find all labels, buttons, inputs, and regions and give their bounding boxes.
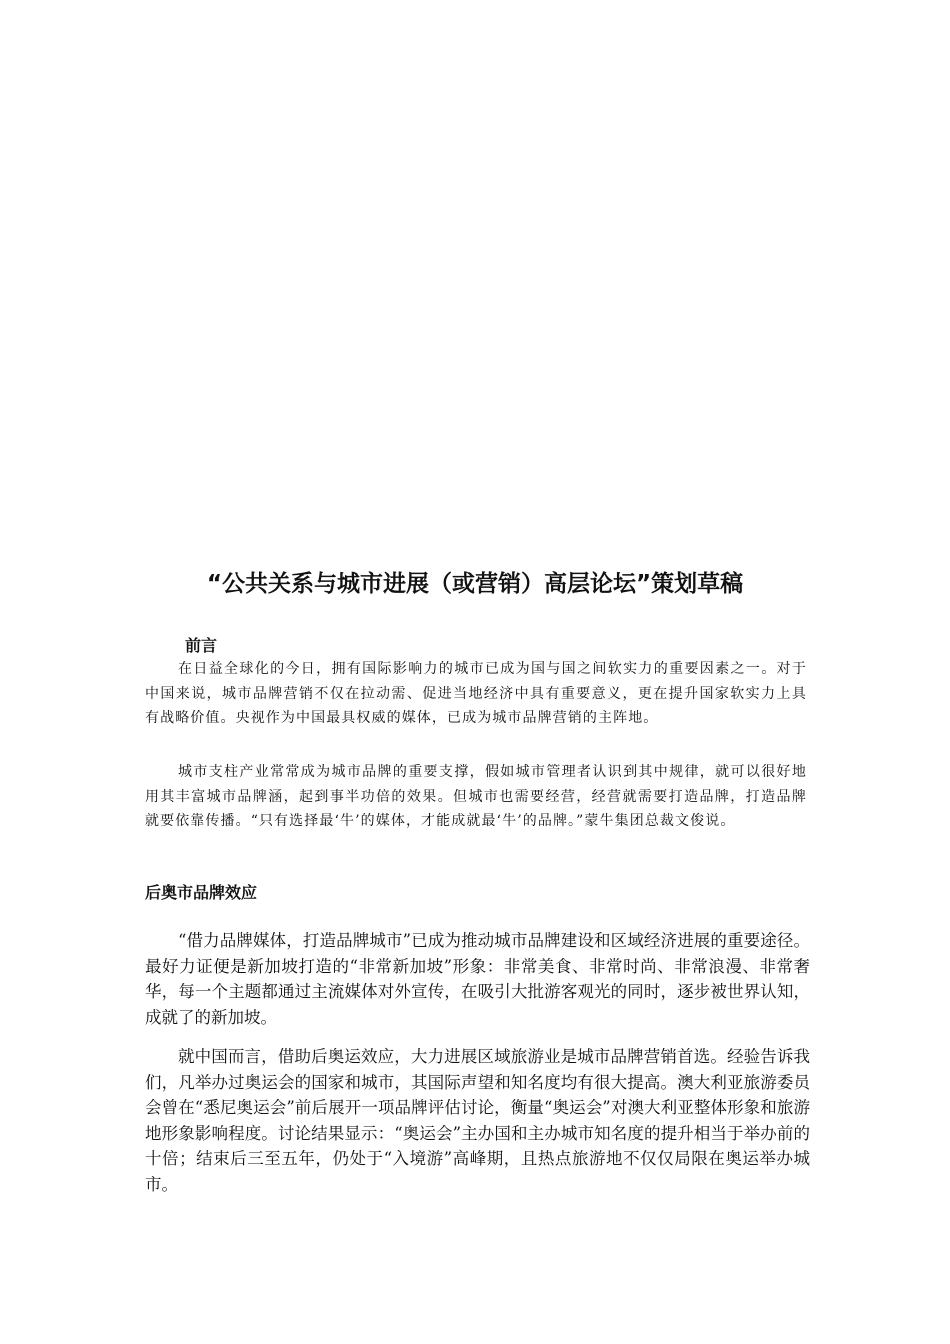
preface-paragraph-2: 城市支柱产业常常成为城市品牌的重要支撑，假如城市管理者认识到其中规律，就可以很好地用其丰富城市品牌涵，起到事半功倍的效果。但城市也需要经营，经营就需要打造品牌，打造品牌就要依靠传播。“只有选择最‘牛’的媒体，才能成就最‘牛’的品牌。”蒙牛集团总裁文俊说。 <box>145 764 807 829</box>
preface-heading: 前言 <box>185 636 218 655</box>
section-paragraph-1: “借力品牌媒体，打造品牌城市”已成为推动城市品牌建设和区域经济进展的重要途径。最好力证便是新加坡打造的“非常新加坡”形象：非常美食、非常时尚、非常浪漫、非常奢华，每一个主题都通过主流媒体对外宣传，在吸引大批游客观光的同时，逐步被世界认知，成就了的新加坡。 <box>145 931 810 1027</box>
section-paragraph-2: 就中国而言，借助后奥运效应，大力进展区域旅游业是城市品牌营销首选。经验告诉我们，凡举办过奥运会的国家和城市，其国际声望和知名度均有很大提高。澳大利亚旅游委员会曾在“悉尼奥运会”前后展开一项品牌评估讨论，衡量“奥运会”对澳大利亚整体形象和旅游地形象影响程度。讨论结果显示：“奥运会”主办国和主办城市知名度的提升相当于举办前的十倍；结束后三至五年，仍处于“入境游”高峰期，且热点旅游地不仅仅局限在奥运举办城市。 <box>145 1047 810 1194</box>
document-title: “公共关系与城市进展（或营销）高层论坛”策划草稿 <box>206 571 744 597</box>
section-heading: 后奥市品牌效应 <box>145 883 258 902</box>
preface-paragraph-1: 在日益全球化的今日，拥有国际影响力的城市已成为国与国之间软实力的重要因素之一。对于中国来说，城市品牌营销不仅在拉动需、促进当地经济中具有重要意义，更在提升国家软实力上具有战略价值。央视作为中国最具权威的媒体，已成为城市品牌营销的主阵地。 <box>145 661 807 726</box>
